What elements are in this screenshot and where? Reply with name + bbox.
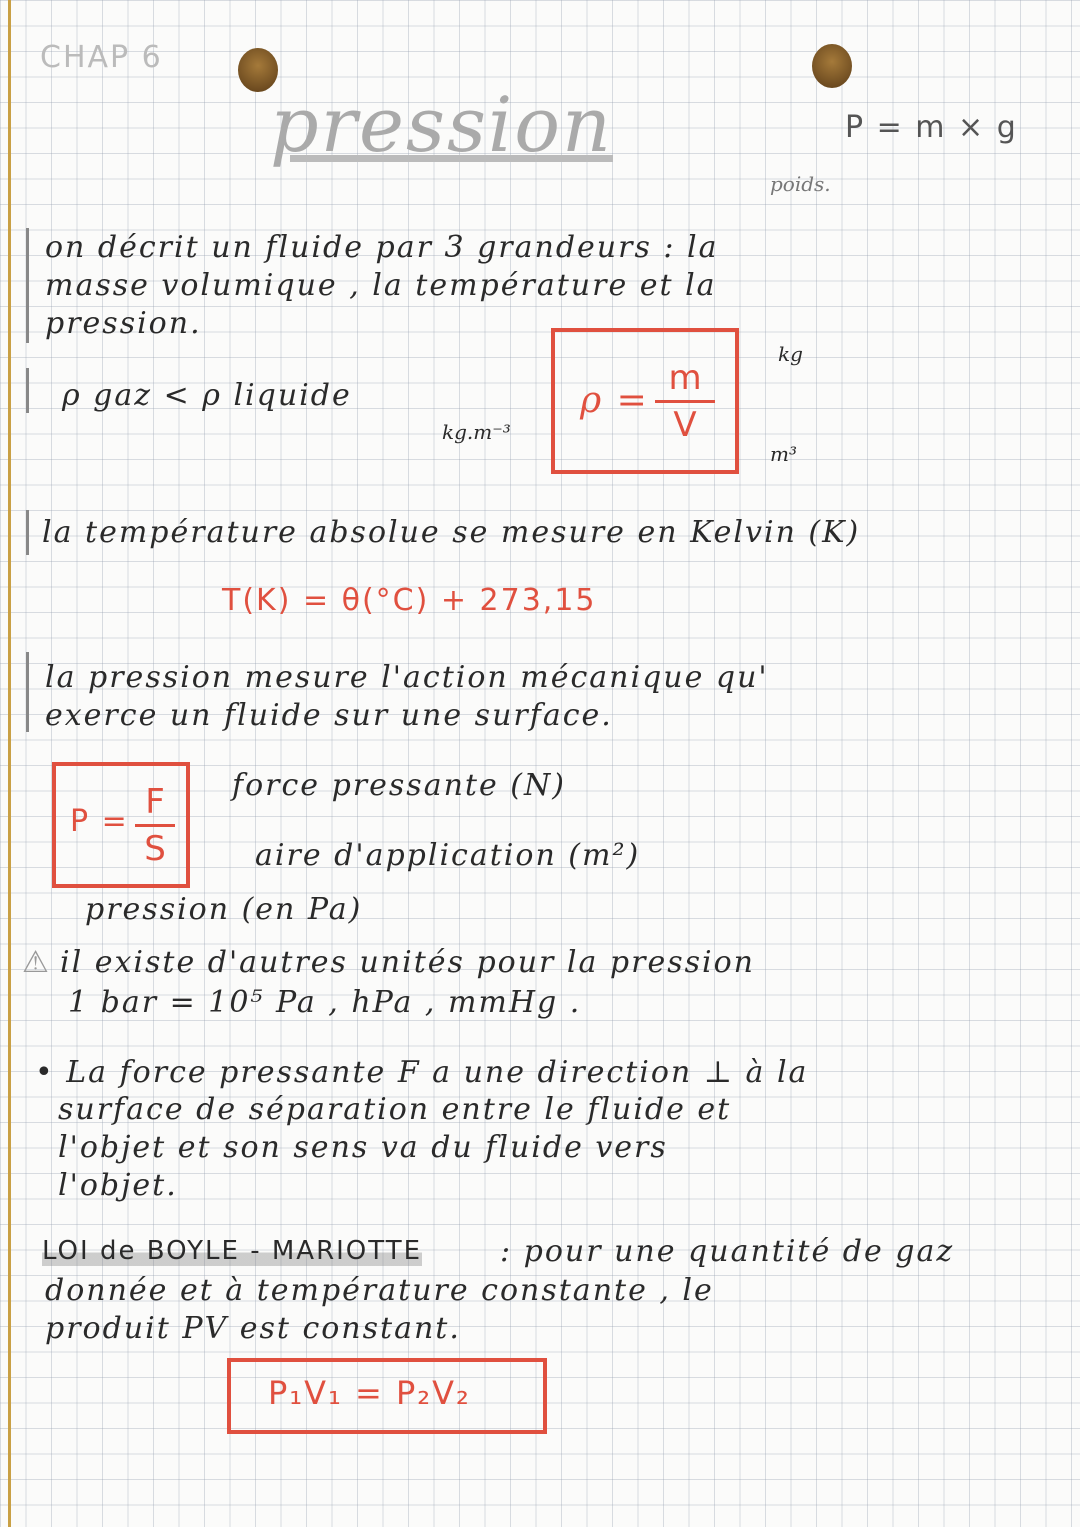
unit-label: kg.m⁻³ — [442, 420, 511, 444]
direction-line: surface de séparation entre le fluide et — [58, 1092, 732, 1127]
intro-line: pression. — [45, 306, 202, 341]
pressure-formula-lhs: P = — [70, 804, 129, 839]
direction-line: • La force pressante F a une direction ⊥ à la — [35, 1055, 809, 1090]
unit-label: kg — [778, 342, 803, 366]
warning-icon: ⚠ — [22, 945, 51, 980]
weight-formula: P = m × g — [845, 110, 1018, 145]
section-bar — [26, 510, 29, 555]
temperature-text: la température absolue se mesure en Kelvin (K) — [42, 515, 861, 550]
numerator: F — [145, 782, 165, 822]
section-bar — [26, 652, 29, 732]
weight-label: poids. — [770, 172, 831, 196]
unit-label: m³ — [770, 442, 797, 466]
pressure-label: pression (en Pa) — [85, 892, 363, 927]
numerator: m — [668, 358, 702, 398]
units-line: il existe d'autres unités pour la pression — [60, 945, 756, 980]
intro-line: masse volumique , la température et la — [45, 268, 717, 303]
page-title: pression — [270, 80, 613, 169]
units-line: 1 bar = 10⁵ Pa , hPa , mmHg . — [68, 985, 582, 1020]
force-label: force pressante (N) — [232, 768, 566, 803]
boyle-line: donnée et à température constante , le — [45, 1273, 714, 1308]
area-label: aire d'application (m²) — [255, 838, 641, 873]
direction-line: l'objet. — [58, 1168, 178, 1203]
direction-line: l'objet et son sens va du fluide vers — [58, 1130, 668, 1165]
denominator: V — [673, 405, 697, 445]
law-title: LOI de BOYLE - MARIOTTE — [42, 1236, 423, 1266]
section-bar — [26, 368, 29, 413]
margin-line — [8, 0, 11, 1527]
kelvin-formula: T(K) = θ(°C) + 273,15 — [222, 583, 597, 618]
density-formula-lhs: ρ = — [580, 380, 649, 421]
denominator: S — [144, 829, 166, 869]
boyle-line: : pour une quantité de gaz — [500, 1234, 955, 1269]
pressure-fraction — [135, 782, 175, 869]
chapter-label: CHAP 6 — [40, 40, 163, 75]
density-fraction — [655, 358, 715, 445]
density-comparison: ρ gaz < ρ liquide — [62, 378, 352, 413]
intro-line: on décrit un fluide par 3 grandeurs : la — [45, 230, 719, 265]
pressure-line: exerce un fluide sur une surface. — [45, 698, 613, 733]
punch-hole — [812, 44, 852, 88]
boyle-line: produit PV est constant. — [45, 1311, 461, 1346]
pressure-line: la pression mesure l'action mécanique qu' — [45, 660, 769, 695]
boyle-formula: P₁V₁ = P₂V₂ — [268, 1374, 471, 1412]
section-bar — [26, 228, 29, 343]
